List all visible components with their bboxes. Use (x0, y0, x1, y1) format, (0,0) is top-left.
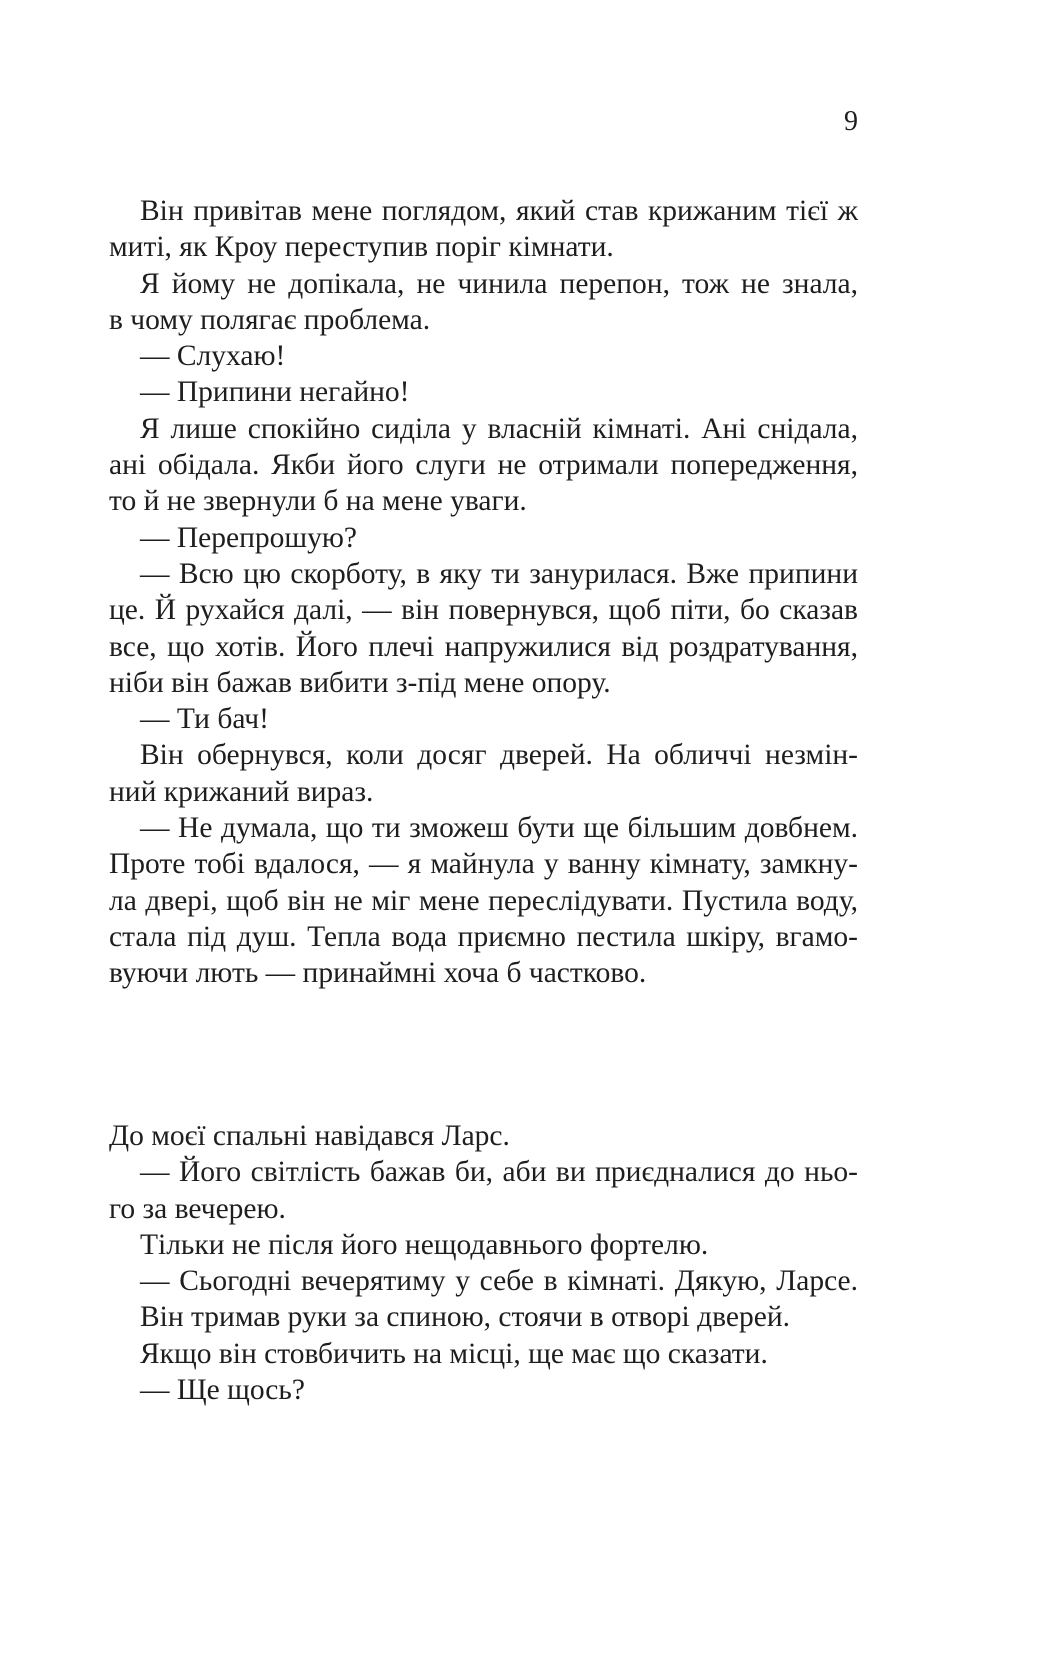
text-line: Якщо він стовбичить на місці, ще має що сказати. (140, 1337, 768, 1370)
text-line: — Ще щось? (140, 1374, 305, 1407)
text-line: — Слухаю! (140, 340, 286, 373)
text-line: — Ти бач! (140, 703, 269, 736)
page-number: 9 (844, 106, 858, 137)
text-line: го за вечерею. (109, 1192, 286, 1225)
text-line: — Сьогодні вечерятиму у себе в кімнаті. Дякую, Ларсе. (140, 1265, 858, 1298)
text-line: вуючи лють — принаймні хоча б частково. (109, 957, 647, 990)
text-line: До моєї спальні навідався Ларс. (109, 1120, 510, 1152)
text-line: Він привітав мене поглядом, який став крижаним тієї ж (140, 195, 858, 227)
text-line: ніби він бажав вибити з-під мене опору. (109, 666, 611, 699)
text-line: — Не думала, що ти зможеш бути ще більшим довбнем. (140, 812, 858, 845)
text-line: миті, як Кроу переступив поріг кімнати. (109, 231, 614, 264)
text-line: — Перепрошую? (140, 521, 358, 554)
text-line: то й не звернули б на мене уваги. (109, 485, 527, 518)
text-line: — Його світлість бажав би, аби ви приєдналися до ньо- (140, 1156, 858, 1189)
text-line: Він тримав руки за спиною, стоячи в отворі дверей. (140, 1301, 790, 1334)
text-line: все, що хотів. Його плечі напружилися від роздратування, (109, 630, 858, 663)
text-line: ані обідала. Якби його слуги не отримали попередження, (109, 449, 858, 482)
text-line: ний крижаний вираз. (109, 775, 374, 808)
text-line: ла двері, щоб він не міг мене переслідувати. Пустила воду, (109, 884, 858, 917)
text-block-1 (109, 193, 858, 992)
text-line: — Всю цю скорботу, в яку ти занурилася. Вже припини (140, 557, 858, 590)
text-line: Я йому не допікала, не чинила перепон, тож не знала, (140, 267, 858, 300)
text-line: стала під душ. Тепла вода приємно пестила шкіру, вгамо- (109, 920, 858, 953)
text-block-2 (109, 1118, 858, 1408)
text-line: це. Й рухайся далі, — він повернувся, щоб піти, бо сказав (109, 594, 858, 627)
text-line: Тільки не після його нещодавнього фортелю. (140, 1228, 709, 1261)
text-line: Проте тобі вдалося, — я майнула у ванну кімнату, замкну- (109, 848, 858, 881)
text-line: Він обернувся, коли досяг дверей. На обличчі незмін- (140, 739, 858, 772)
text-line: — Припини негайно! (140, 376, 410, 409)
text-line: в чому полягає проблема. (109, 303, 431, 336)
text-line: Я лише спокійно сиділа у власній кімнаті. Ані снідала, (140, 412, 858, 445)
